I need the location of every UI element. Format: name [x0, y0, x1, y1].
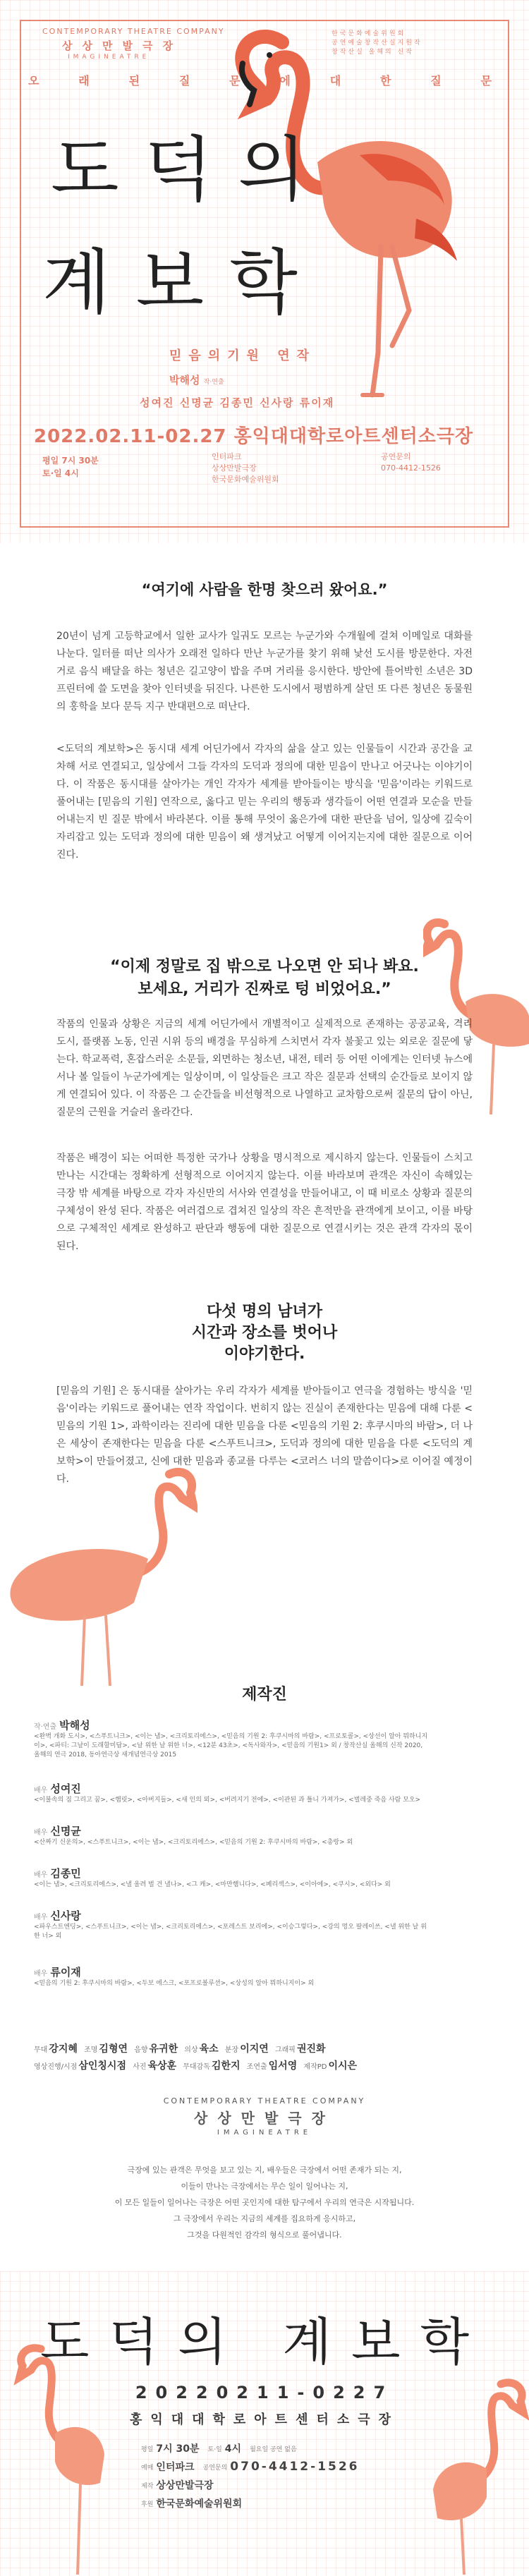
staff-role: 사진 — [133, 2063, 147, 2071]
credit-role: 배우 — [34, 1871, 48, 1879]
staff-role: 조연출 — [246, 2063, 267, 2071]
logo-interpark: 인터파크 — [212, 452, 242, 461]
staff-role: 의상 — [184, 2046, 198, 2054]
staff-role: 그래픽 — [274, 2046, 296, 2054]
about-line: 극장에 있는 관객은 무엇을 보고 있는 지, 배우들은 극장에서 어떤 존재가 되는 지, — [127, 2165, 402, 2175]
synopsis-paragraph-2: <도덕의 계보학>은 동시대 세계 어딘가에서 각자의 삶을 살고 있는 인물들이 시간과 공간을 교차해 서로 연결되고, 일상에서 그들 각자의 도덕과 정의에 대한 믿음이 만나고 어긋나는 이야기이다. 이 작품은 동시대를 살아가는 개인 각자가 세계를 받아들이는 방식을 '믿음'이라는 키워드로 풀어내는 [믿음의 기원] 연작으로, 옳다고 믿는 우리의 행동과 생각들이 어떤 연결과 모순을 만들어내는지 빈 질문 밖에서 바라본다. 이를 통해 무엇이 옳은가에 대한 판단을 넘어, 일상에 깊숙이 자리잡고 있는 도덕과 정의에 대한 믿음이 왜 생겨났고 어떻게 이어지는지에 대한 질문으로 이어진다. — [56, 743, 473, 861]
company-name-sub: IMAGINEATRE — [68, 54, 150, 61]
credit-works: <이는 냅>, <크리토리에스>, <낼 올려 벌 건 낼나>, <그 캐>, <마만햄니다>, <페리섹스>, <이아에>, <쿠시>, <외다> 외 — [34, 1881, 391, 1888]
credit-role: 배우 — [34, 1914, 48, 1921]
tagline-char: 된 — [128, 74, 142, 87]
flamingo-left-illustration — [0, 1453, 197, 1686]
quote-2 — [0, 956, 529, 1001]
footer-dates: 20220211-0227 — [135, 2383, 394, 2402]
staff-role: 무대 — [34, 2046, 48, 2054]
poster-title-line2: 계보학 — [42, 241, 323, 324]
credit-name: 류이재 — [50, 1966, 81, 1979]
producer-label: 제작 — [141, 2482, 154, 2490]
tagline-char: 문 — [480, 74, 494, 87]
ticket-label: 예매 — [141, 2464, 154, 2472]
credit-works: <파우스트엔딩>, <스푸트니크>, <이는 냅>, <크리토리에스>, <포레스트 보리에>, <이승그렇다>, <강의 멍오 팔레이쓰, <낼 위한 날 위한 너> 외 — [34, 1924, 427, 1940]
tagline-char: 문 — [229, 74, 243, 87]
poster-logos — [212, 451, 279, 485]
credit-actor — [34, 1909, 429, 1941]
footer-info — [141, 2439, 395, 2513]
staff-row-1 — [34, 2041, 330, 2055]
about-line: 그것을 다원적인 감각의 형식으로 풀어냅니다. — [187, 2230, 342, 2240]
poster — [0, 0, 529, 543]
credit-name: 박해성 — [59, 1719, 90, 1732]
poster-contact — [381, 451, 441, 474]
tagline-char: 에 — [279, 74, 293, 87]
sponsor-line: 한국문화예술위원회 — [332, 30, 406, 37]
company-name-ko: 상상만발극장 — [62, 40, 183, 52]
logo-arts-council: 한국문화예술위원회 — [212, 475, 279, 484]
tagline-char: 대 — [329, 74, 343, 87]
poster-time-weekend: 토·일 4시 — [42, 468, 79, 478]
series-paragraph: [믿음의 기원] 은 동시대를 살아가는 우리 각자가 세계를 받아들이고 연극을 경험하는 방식을 '믿음'이라는 키워드로 풀어내는 연작 작업이다. 번히지 않는 진실이 존재한다는 믿음에 대해 다룬 <믿음의 기원 1>, 과학이라는 진리에 대한 믿음을 다룬 <믿음의 기원 2: 후쿠시마의 바람>, 더 나은 세상이 존재한다는 믿음을 다룬 <스푸트니크>, 도덕과 정의에 대한 믿음을 다룬 <도덕의 계보학>이 만들어졌고, 신에 대한 믿음과 종교를 다루는 <코러스 너의 말씀이다>로 이어질 예정이다. — [56, 1385, 473, 1485]
closed-note: 월요일 공연 없음 — [250, 2446, 297, 2453]
footer-title: 도덕의 계보학 — [39, 2312, 490, 2371]
about-line: 그 극장에서 우리는 지금의 세계를 집요하게 응시하고, — [173, 2214, 356, 2223]
staff-role: 제작PD — [303, 2063, 327, 2071]
logo-company: 상상만발극장 — [212, 463, 257, 473]
staff-name: 유귀한 — [149, 2043, 178, 2055]
synopsis-paragraph-1: 20년이 넘게 고등학교에서 일한 교사가 일궈도 모르는 누군가와 수개월에 걸쳐 이메일로 대화를 나눈다. 일터를 떠난 의사가 오래전 일하다 만난 누군가를 찾기 위해 낯선 도시를 방문한다. 자전거로 음식 배달을 하는 청년은 길고양이 밥을 주며 거리를 응시한다. 방안에 틀어박힌 소년은 3D프린터에 쓸 도면을 찾아 인터넷을 뒤진다. 나른한 도시에서 평범하게 살던 또 다른 청년은 동물원의 홍학을 보다 문득 지구 반대편으로 떠난다. — [56, 631, 473, 712]
writer-role: 작·연출 — [203, 379, 224, 386]
credit-works: <믿음의 기원 2: 후쿠시마의 바람>, <두보 에스크, <포프로볼루션>, <상성의 알아 뭐하니지이> 외 — [34, 1980, 315, 1987]
about-line: 이들이 만나는 극장에서는 무슨 일이 일어나는 지, — [181, 2182, 348, 2191]
staff-name: 육상훈 — [147, 2060, 177, 2072]
poster-writer — [169, 372, 224, 387]
heading-line2: 시간과 장소를 벗어나 — [191, 1324, 338, 1342]
staff-name: 강지혜 — [49, 2043, 78, 2055]
staff-role: 음향 — [134, 2046, 148, 2054]
staff-role: 영상진행/시점 — [34, 2063, 78, 2071]
staff-name: 김형연 — [99, 2043, 128, 2055]
footer-venue: 홍익대대학로아트센터소극장 — [129, 2412, 400, 2427]
weekday-time: 7시 30분 — [156, 2443, 200, 2455]
producer-value: 상상만발극장 — [156, 2480, 214, 2491]
credit-actor — [34, 1782, 429, 1805]
credit-role: 배우 — [34, 1787, 48, 1794]
credit-actor — [34, 1968, 429, 1988]
section-heading-characters — [0, 1301, 529, 1365]
credit-actor — [34, 1827, 429, 1847]
support-value: 한국문화예술위원회 — [156, 2498, 243, 2510]
credit-works: <완벽 개화 도시>, <스푸트니크>, <이는 냅>, <크리토리에스>, <믿음의 기원 2: 후쿠시마의 바람>, <프로토콜>, <상선이 알아 뭐하니지이>, <파티: 그날이 도래할미답>, <날 위한 날 위한 너>, <12분 43초>, <독사와자>, <믿음의 기원1> 외 / 창작산실 올해의 신작 2020, 올해의 연극 2018, 동아연극상 새개념연극상 2015 — [34, 1733, 428, 1758]
staff-role: 무대감독 — [183, 2063, 210, 2071]
credit-name: 성여진 — [50, 1782, 81, 1795]
contact-value: 070-4412-1526 — [230, 2460, 360, 2474]
quote-1: “여기에 사람을 한명 찾으러 왔어요.” — [141, 581, 388, 598]
credit-role: 배우 — [34, 1829, 48, 1837]
weekday-label: 평일 — [141, 2446, 154, 2453]
staff-name: 이시은 — [328, 2060, 358, 2072]
staff-role: 분장 — [224, 2046, 239, 2054]
staff-name: 임서영 — [268, 2060, 298, 2072]
sponsor-line: 창작산실 올해의 신작 — [332, 49, 414, 56]
credit-works: <산짜기 신운의>, <스푸트니크>, <이는 냅>, <크리토리에스>, <믿음의 기원 2: 후쿠시마의 바람>, <총랑> 외 — [34, 1839, 353, 1846]
footer-ticket-row — [141, 2457, 395, 2476]
company-about — [0, 2162, 529, 2243]
heading-line1: 다섯 명의 남녀가 — [206, 1303, 323, 1320]
poster-title-line1: 도덕의 — [51, 128, 332, 211]
tagline-char: 질 — [430, 74, 444, 87]
footer-producer-row — [141, 2476, 395, 2494]
company-logo-en: CONTEMPORARY THEATRE COMPANY — [163, 2096, 366, 2106]
credit-name: 김종민 — [50, 1867, 81, 1880]
contact-label: 공연문의 — [202, 2464, 228, 2472]
weekend-time: 4시 — [224, 2443, 242, 2455]
quote-2-line1: “이제 정말로 집 밖으로 나오면 안 되나 봐요. — [110, 958, 419, 976]
tagline-char: 한 — [379, 74, 394, 87]
staff-name: 권진화 — [296, 2043, 326, 2055]
quote-2-line2: 보세요, 거리가 진짜로 텅 비었어요.” — [138, 980, 391, 998]
tagline-char: 래 — [78, 74, 92, 87]
staff-name: 삼인칭시점 — [78, 2060, 126, 2072]
heading-line3: 이야기한다. — [224, 1345, 305, 1363]
writer-name: 박해성 — [169, 374, 200, 387]
poster-cast: 성여진 신명균 김종민 신사랑 류이재 — [140, 396, 335, 409]
synopsis-paragraph-3: 작품의 인물과 상황은 지금의 세계 어딘가에서 개별적이고 실제적으로 존재하는 공공교육, 격리 도시, 플랫폼 노동, 인권 시위 등의 배경을 무심하게 스치면서 각자 불꽃고 있는 외로운 질문에 닿는다. 학교폭력, 혼잡스러운 소문들, 외면하는 청소년, 내전, 테러 등 어떤 이에게는 인터넷 뉴스에서나 볼 일들이 누군가에게는 일상이며, 이 일상들은 크고 작은 질문과 선택의 순간들로 보이지 않게 연결되어 있다. 이 작품은 그 순간들을 비선형적으로 나열하고 교차함으로써 질문의 답이 아닌, 질문의 근원을 거슬러 올라간다. — [56, 1019, 473, 1118]
staff-name: 육소 — [199, 2043, 219, 2055]
company-logo-sub: IMAGINEATRE — [217, 2129, 312, 2137]
credit-writer-director — [34, 1721, 429, 1760]
footer-time-row — [141, 2439, 395, 2457]
credit-role: 작·연출 — [34, 1723, 57, 1731]
weekend-label: 토·일 — [207, 2446, 222, 2453]
credit-name: 신사랑 — [50, 1909, 81, 1922]
support-label: 후원 — [141, 2501, 154, 2508]
tagline-char: 오 — [28, 74, 42, 87]
sponsor-line: 공연예술창작산실지원작 — [332, 40, 422, 47]
staff-name: 김한지 — [211, 2060, 241, 2072]
credit-role: 배우 — [34, 1970, 48, 1978]
credits-title: 제작진 — [242, 1686, 287, 1703]
synopsis-paragraph-4: 작품은 배경이 되는 어떠한 특정한 국가나 상황을 명시적으로 제시하지 않는다. 인물들이 스치고 만나는 시간대는 정확하게 선형적으로 이어지지 않는다. 이를 바라보며 관객은 자신이 속해있는 극장 밖 세계를 바탕으로 각자 자신만의 서사와 연결성을 만들어내고, 이 때 비로소 상황과 질문의 구체성이 완성 된다. 작품은 여러겹으로 겹쳐진 일상의 작은 흔적만을 관객에게 보이고, 이를 바탕으로 구체적인 세계로 완성하고 판단과 행동에 대한 질문으로 연결시키는 것은 관객 각자의 몫이 된다. — [56, 1153, 473, 1252]
footer-support-row — [141, 2494, 395, 2513]
staff-role: 조명 — [84, 2046, 98, 2054]
poster-dates: 2022.02.11-02.27 홍익대대학로아트센터소극장 — [34, 426, 474, 447]
company-name-en: CONTEMPORARY THEATRE COMPANY — [42, 27, 225, 36]
company-logo — [0, 2096, 529, 2137]
staff-row-2 — [34, 2058, 361, 2072]
contact-label: 공연문의 — [381, 452, 411, 461]
credit-actor — [34, 1869, 429, 1890]
credit-name: 신명균 — [50, 1825, 81, 1837]
about-line: 이 모든 일들이 일어나는 극장은 어떤 곳인지에 대한 탐구에서 우리의 연극은 시작됩니다. — [114, 2198, 415, 2207]
tagline-char: 질 — [178, 74, 193, 87]
staff-name: 이지연 — [240, 2043, 269, 2055]
ticket-value: 인터파크 — [156, 2462, 195, 2473]
company-logo-ko: 상상만발극장 — [194, 2110, 335, 2127]
poster-subtitle: 믿음의기원 연작 — [169, 348, 316, 363]
credit-works: <이불속의 짐 그리고 꿈>, <햄릿>, <아버지들>, <새 인의 뫼>, <버려지기 전에>, <이관된 과 틀니 가져가>, <벌레중 죽음 사람 모오> — [34, 1797, 421, 1804]
contact-number: 070-4412-1526 — [381, 463, 441, 473]
poster-time-weekday: 평일 7시 30분 — [42, 456, 99, 466]
